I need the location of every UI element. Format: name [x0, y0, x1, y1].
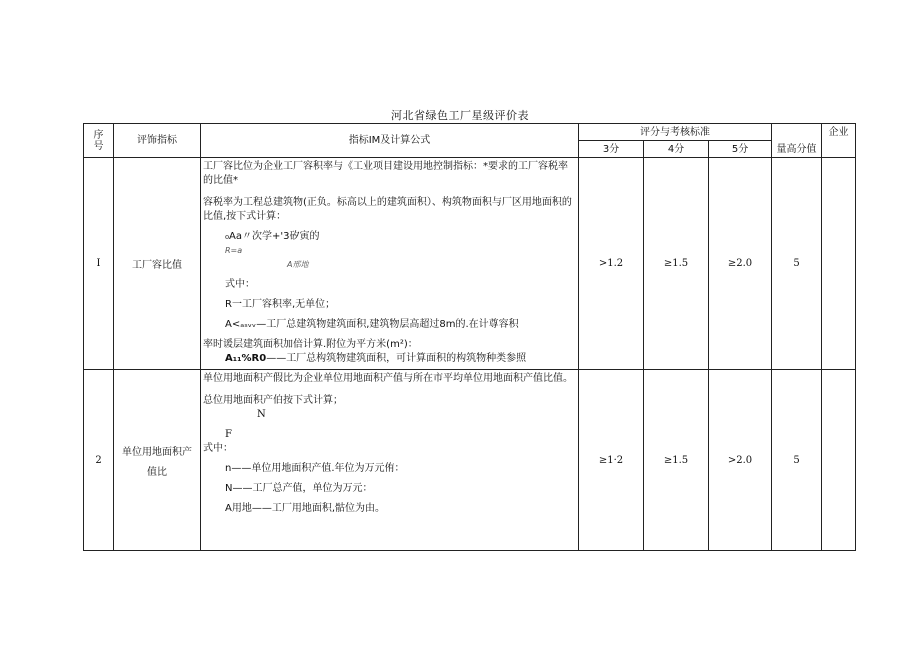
- row1-score5: ≥2.0: [709, 158, 772, 370]
- row1-enterprise: [822, 158, 856, 370]
- header-max-score: 量高分值: [772, 124, 822, 158]
- row1-max: 5: [772, 158, 822, 370]
- header-row-top: [84, 124, 856, 141]
- row1-formula-expr2: [203, 244, 576, 258]
- row2-formula-expr-f: F: [225, 429, 232, 440]
- header-score5: 5分: [709, 141, 772, 158]
- row2-formula-expr-n: N: [257, 409, 266, 420]
- row2-formula-line4: n——单位用地面积产值.年位为万元侑：: [225, 463, 405, 474]
- row1-indicator: 工厂容比值: [114, 158, 201, 370]
- evaluation-table: [83, 123, 856, 551]
- row1-formula-line6: 率时谖层建筑面积加倍计算.附位为平方米(m²)：: [203, 339, 418, 350]
- row2-formula-line5: N——工厂总产值，单位为万元：: [225, 483, 373, 494]
- row1-formula-expr2-sub: a: [237, 246, 243, 255]
- row1-formula-line5: A<ₐₛᵥᵥ—工厂总建筑物建筑面积,建筑物层高超过8m的.在计尊容积: [225, 319, 519, 330]
- row1-score4: ≥1.5: [644, 158, 709, 370]
- row1-formula-expr1: ₀Aa〃次学+'3矽寅的: [225, 231, 320, 242]
- row2-seq: 2: [84, 370, 114, 551]
- header-formula: 指标IM及计算公式: [201, 124, 579, 158]
- row1-formula-line7-text: ——工厂总构筑物建筑面积，可计算面积的构筑物种类参照: [266, 353, 527, 364]
- document-title: 河北省绿色工厂星级评价表: [391, 109, 529, 122]
- row1-seq: I: [84, 158, 114, 370]
- row1-formula-line2: 容税率为工程总建筑物(正负。标高以上的建筑面积）、构筑物面积与厂区用地面积的比值,按下式计算：: [203, 197, 572, 222]
- row2-indicator-line1: 单位用地面积产: [122, 446, 192, 458]
- table-row: [84, 370, 856, 551]
- row1-formula-line7: [203, 352, 576, 366]
- row1-formula: [201, 158, 579, 370]
- row2-max: 5: [772, 370, 822, 551]
- header-enterprise: 企业: [822, 124, 856, 158]
- row2-indicator: [114, 370, 201, 551]
- row2-indicator-line2: 值比: [147, 466, 167, 478]
- row1-formula-line1: 工厂容比位为企业工厂容积率与《工业项目建设用地控制指标：*要求的工厂容税率的比值*: [203, 161, 568, 186]
- header-indicator: 评饰指标: [114, 124, 201, 158]
- header-score3: 3分: [579, 141, 644, 158]
- row1-formula-expr2-main: R=: [225, 246, 238, 255]
- row1-score3: >1.2: [579, 158, 644, 370]
- row2-score5: >2.0: [709, 370, 772, 551]
- row1-formula-line4: R一工厂容积率,无单位；: [225, 299, 336, 310]
- header-seq: 序号: [84, 124, 114, 158]
- row2-formula-line2: 总位用地面积产伯按下式计算；: [203, 395, 343, 406]
- row1-formula-line3: 式中：: [225, 279, 255, 290]
- row2-formula-line6: A用地——工厂用地面积,骷位为由。: [225, 503, 386, 514]
- row2-formula-line1: 单位用地面积产假比为企业单位用地面积产值与所在市平均单位用地面积产值比值。: [203, 373, 573, 384]
- header-score4: 4分: [644, 141, 709, 158]
- row2-score3: ≥1·2: [579, 370, 644, 551]
- header-score-standard: 评分与考核标准: [579, 124, 772, 141]
- row2-enterprise: [822, 370, 856, 551]
- row2-score4: ≥1.5: [644, 370, 709, 551]
- row2-formula-line3: 式中：: [203, 443, 233, 454]
- row2-formula: [201, 370, 579, 551]
- row1-formula-line7-symbol: A₁₁%R0: [225, 353, 267, 364]
- table-row: [84, 158, 856, 370]
- row1-formula-expr3: A邢地: [287, 260, 309, 269]
